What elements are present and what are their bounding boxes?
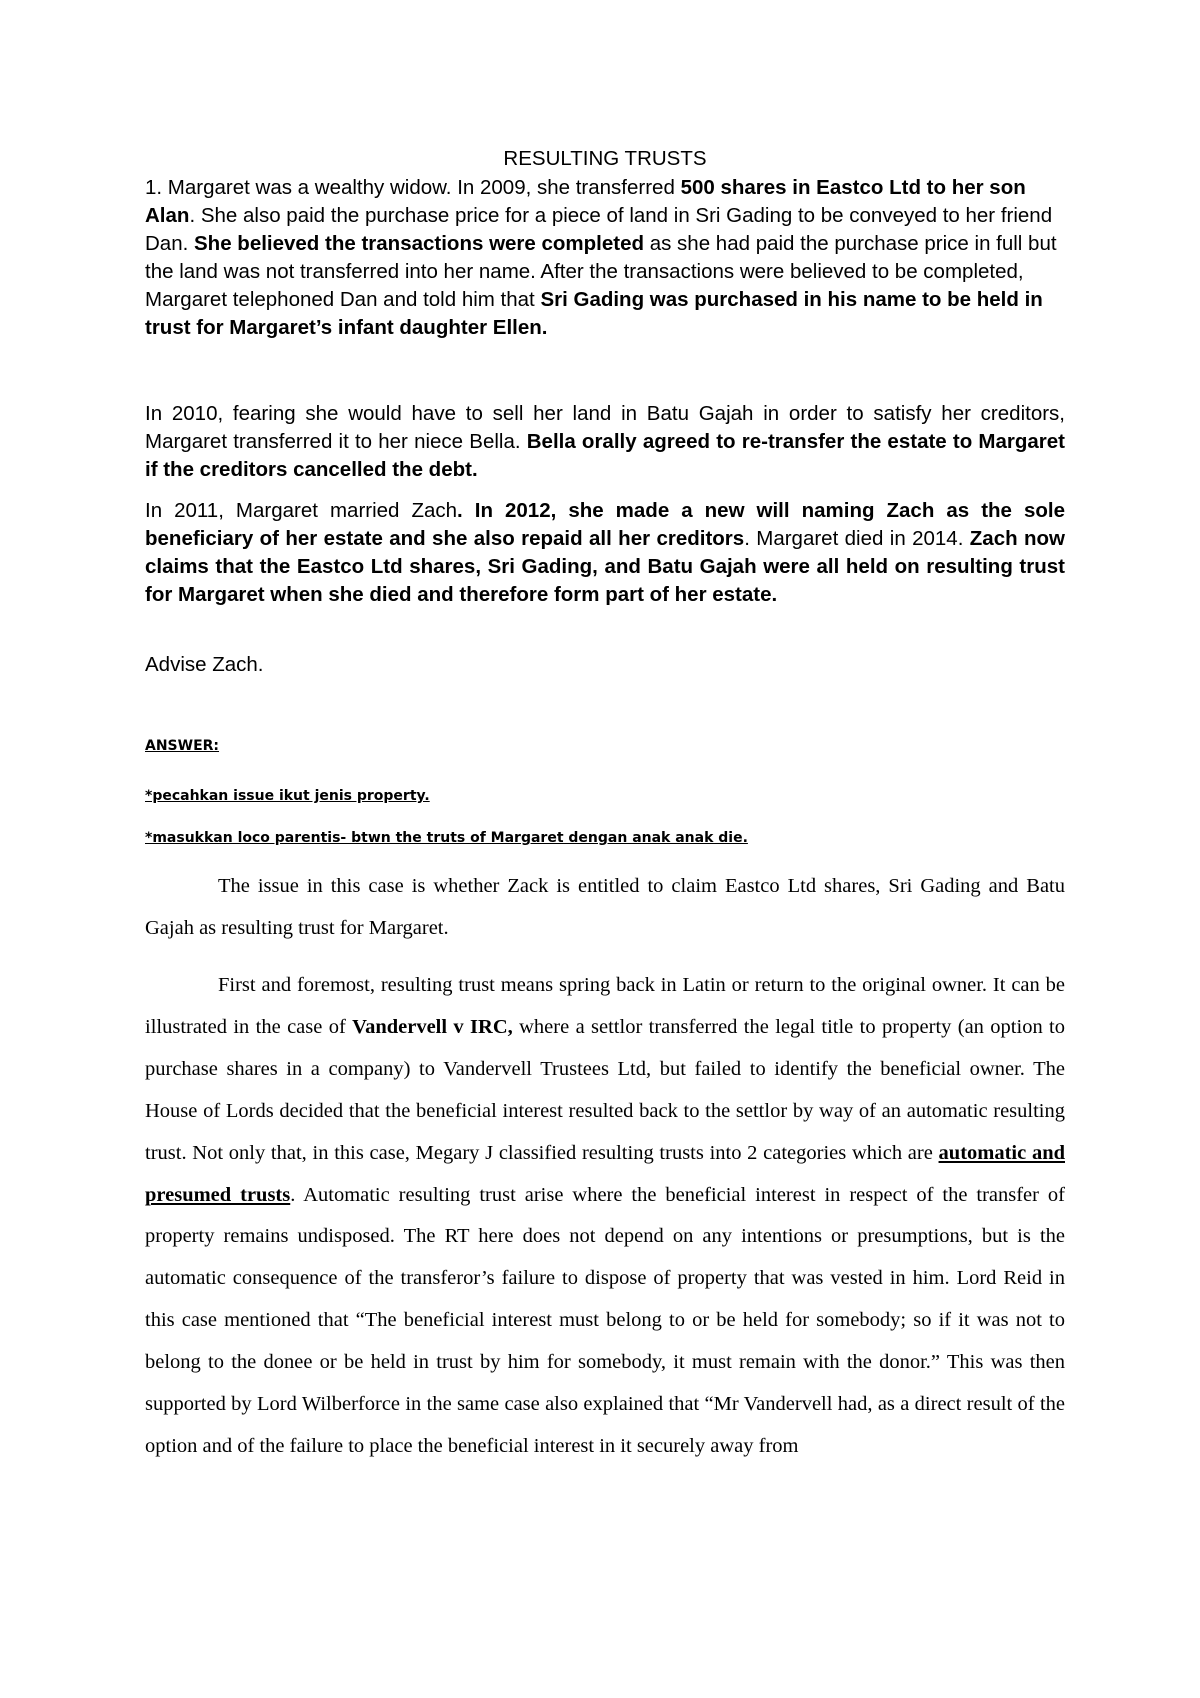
question-paragraph-3: In 2011, Margaret married Zach. In 2012, she made a new will naming Zach as the sole beneficiary of her estate and she also repaid all her creditors. Margaret died in 2014. Zach now claims that the Eastco Ltd shares, Sri Gading, and Batu Gajah were all held on resulting trust for Margaret when she died and therefore form part of her estate. [145, 499, 1065, 606]
question-instruction: Advise Zach. [145, 653, 264, 676]
essay-paragraph-1: The issue in this case is whether Zack is entitled to claim Eastco Ltd shares, Sri Gading and Batu Gajah as resulting trust for Margaret. [145, 875, 1065, 939]
bold-text: Sri Gading was purchased in his name to be held in trust for Margaret’s infant daughter Ellen. [145, 288, 1043, 339]
bold-text: Zach now claims that the Eastco Ltd shares, Sri Gading, and Batu Gajah were all held on resulting trust for Margaret when she died and therefore form part of her estate. [145, 527, 1065, 606]
categories-emphasis: automatic and presumed trusts [145, 1141, 1065, 1206]
bold-text: Bella orally agreed to re-transfer the estate to Margaret if the creditors cancelled the debt. [145, 430, 1066, 481]
page-title: RESULTING TRUSTS [503, 147, 707, 170]
bold-text: She believed the transactions were completed [194, 232, 645, 255]
question-paragraph-2: In 2010, fearing she would have to sell her land in Batu Gajah in order to satisfy her creditors, Margaret transferred it to her niece Bella. Bella orally agreed to re-transfer the estate to Margaret if the creditors cancelled the debt. [145, 402, 1066, 481]
case-name: Vandervell v IRC, [352, 1015, 513, 1038]
answer-note-2: *masukkan loco parentis- btwn the truts of Margaret dengan anak anak die. [145, 830, 748, 846]
essay-paragraph-2: First and foremost, resulting trust means spring back in Latin or return to the original owner. It can be illustrated in the case of Vandervell v IRC, where a settlor transferred the legal title to property (an option to purchase shares in a company) to Vandervell Trustees Ltd, but failed to identify the beneficial owner. The House of Lords decided that the beneficial interest resulted back to the settlor by way of an automatic resulting trust. Not only that, in this case, Megary J classified resulting trusts into 2 categories which are automatic and presumed trusts. Automatic resulting trust arise where the beneficial interest in respect of the transfer of property remains undisposed. The RT here does not depend on any intentions or presumptions, but is the automatic consequence of the transferor’s failure to dispose of property that was vested in him. Lord Reid in this case mentioned that “The beneficial interest must belong to or be held for somebody; so if it was not to belong to the donee or be held in trust by him for somebody, it must remain with the donor.” This was then supported by Lord Wilberforce in the same case also explained that “Mr Vandervell had, as a direct result of the option and of the failure to place the beneficial interest in it securely away from [145, 974, 1066, 1457]
question-paragraph-1: 1. Margaret was a wealthy widow. In 2009, she transferred 500 shares in Eastco Ltd to her son Alan. She also paid the purchase price for a piece of land in Sri Gading to be conveyed to her friend Dan. She believed the transactions were completed as she had paid the purchase price in full but the land was not transferred into her name. After the transactions were believed to be completed, Margaret telephoned Dan and told him that Sri Gading was purchased in his name to be held in trust for Margaret’s infant daughter Ellen. [145, 176, 1057, 339]
bold-text: . In 2012, she made a new will naming Zach as the sole beneficiary of her estate and she also repaid all her creditors [145, 499, 1065, 550]
answer-note-1: *pecahkan issue ikut jenis property. [145, 788, 430, 804]
bold-text: 500 shares in Eastco Ltd to her son Alan [145, 176, 1026, 227]
answer-heading: ANSWER: [145, 738, 220, 754]
